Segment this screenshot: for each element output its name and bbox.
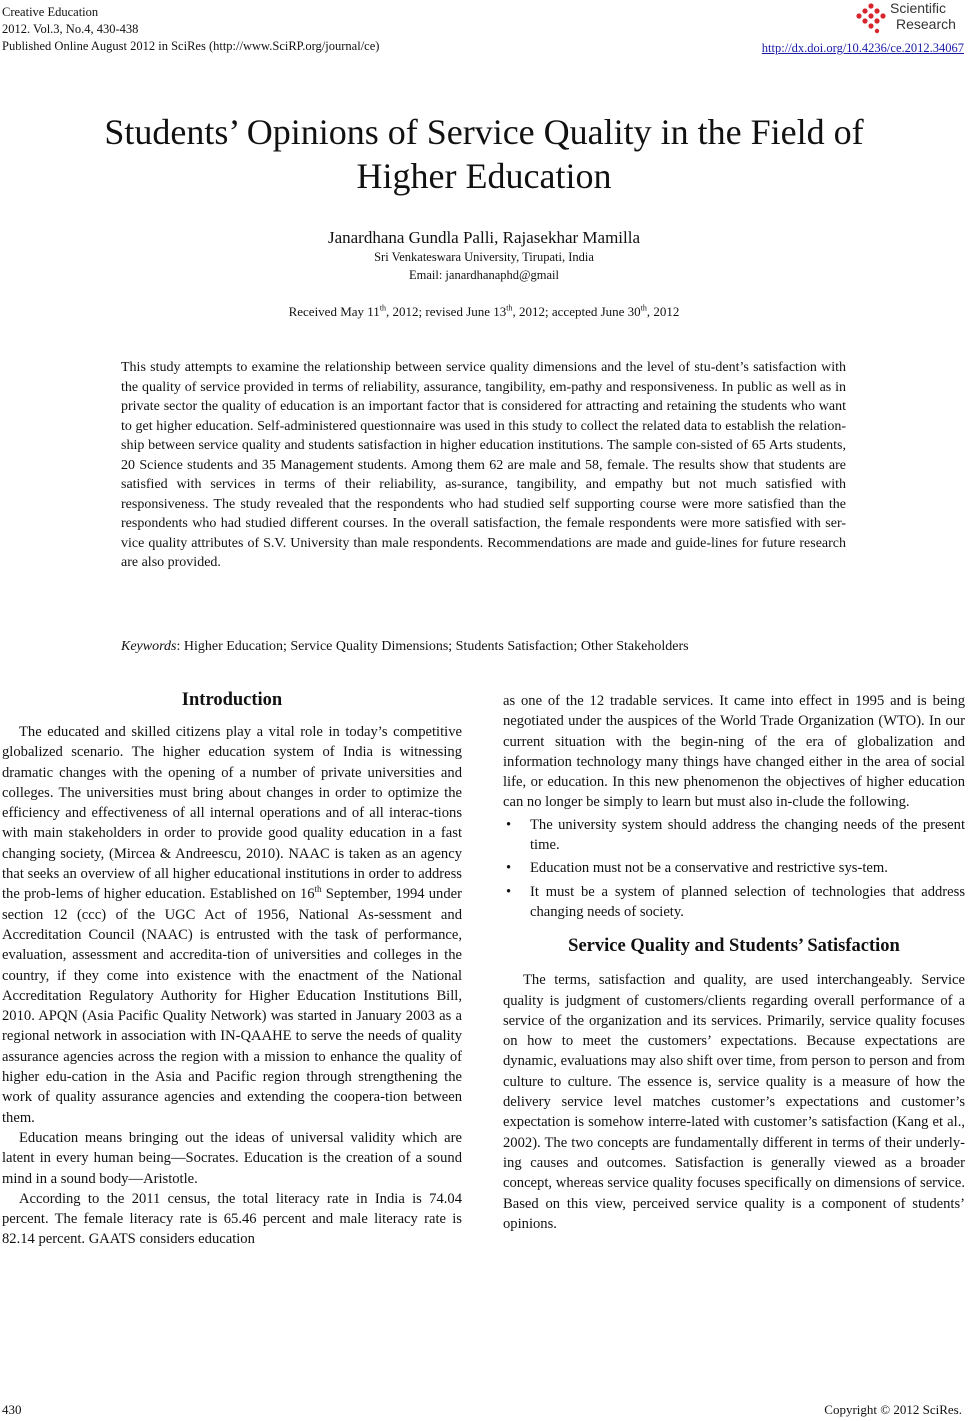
left-column <box>2 688 462 1250</box>
publisher-logo <box>852 0 962 36</box>
section-heading-service-quality: Service Quality and Students’ Satisfaction <box>568 936 900 957</box>
intro-paragraph-3: According to the 2011 census, the total literacy rate in India is 74.04 percent. The female literacy rate is 65.46 percent and male literacy rate is 82.14 percent. GAATS considers education <box>2 1190 462 1248</box>
affiliation: Sri Venkateswara University, Tirupati, India <box>374 250 594 264</box>
journal-name: Creative Education <box>2 5 99 19</box>
publication-info: Published Online August 2012 in SciRes (http://www.SciRP.org/journal/ce) <box>2 39 380 53</box>
journal-volume: 2012. Vol.3, No.4, 430-438 <box>2 22 139 36</box>
right-paragraph-1: as one of the 12 tradable services. It came into effect in 1995 and is being negotiated under the auspices of the World Trade Organization (WTO). In our current situation with the begin-ning of the era of globalization and information technology many things have changed either in the area of social life, or education. In this new phenomenon the objectives of higher education can no longer be simply to learn but must also in-clude the following. <box>503 693 965 811</box>
right-column <box>503 691 965 1234</box>
received-dates: Received May 11th, 2012; revised June 13th, 2012; accepted June 30th, 2012 <box>288 303 680 319</box>
title-line-1: Students’ Opinions of Service Quality in the Field of <box>104 112 864 152</box>
list-item: • Education must not be a conservative and restrictive sys-tem. <box>503 858 965 878</box>
right-paragraph-2: The terms, satisfaction and quality, are used interchangeably. Service quality is judgment of customers/clients regarding overall performance of a service of the organization and its services. Primarily, service quality focuses on how to meet the customers’ expectations. Because expectations are dynamic, evaluations may also shift over time, from person to person and from culture to culture. The essence is, service quality is a measure of how the delivery service level matches customer’s expectations and customer’s expectation is somehow interre-lated with customer’s satisfaction (Kang et al., 2002). The two concepts are fundamentally different in terms of their underly-ing causes and outcomes. Satisfaction is generally viewed as a broader concept, whereas service quality focuses specifically on dimensions of service. Based on this view, perceived service quality is a component of students’ opinions. <box>503 972 965 1232</box>
scientific-research-logo-icon <box>854 2 888 34</box>
list-item: • The university system should address the changing needs of the present time. <box>506 816 965 854</box>
keywords <box>121 637 846 656</box>
bullet-icon: • <box>506 860 512 877</box>
email: Email: janardhanaphd@gmail <box>408 268 559 282</box>
abstract: This study attempts to examine the relationship between service quality dimensions and the level of stu-dent’s satisfaction with the quality of service provided in terms of reliability, assurance, tangibility, em-pathy and responsiveness. In public as well as in private sector the quality of education is an important factor that is considered for attracting and retaining the students who want to get higher education. Self-administered questionnaire was used in this study to collect the related data to establish the relation-ship between service quality and students satisfaction in higher education institutions. The sample con-sisted of 65 Arts students, 20 Science students and 35 Management students. Among them 62 are male and 58, female. The results show that students are satisfied with services in terms of their reliability, as-surance, tangibility, and empathy but not much satisfied with responsiveness. The study revealed that the respondents who had studied self supporting course were more satisfied than the respondents who had studied different courses. In the overall satisfaction, the female respondents were more satisfied with ser-vice quality attributes of S.V. University than male respondents. Recommendations are made and guide-lines for future research are also provided. <box>121 360 846 570</box>
copyright: Copyright © 2012 SciRes. <box>824 1402 962 1417</box>
logo-text: Scientific Research <box>890 0 956 32</box>
intro-paragraph-1: The educated and skilled citizens play a vital role in today’s competitive globalized scenario. The higher education system of India is witnessing dramatic changes with the opening of a number of private universities and colleges. The universities must bring about changes in order to optimize the efficiency and effectiveness of all internal operations and of all interac-tions with main stakeholders in order to provide good quality education in a fast changing society, (Mircea & Andreescu, 2010). NAAC is taken as an agency that seeks an overview of all higher educational institutions in order to address the prob-lems of higher education. Established on 16th September, 1994 under section 12 (ccc) of the UGC Act of 1956, National As-sessment and Accreditation Council (NAAC) is entrusted with the task of performance, evaluation, assessment and accredita-tion of universities and colleges in the country, if they come into existence with the enactment of the National Accreditation Regulatory Authority for Higher Education Institutions Bill, 2010. APQN (Asia Pacific Quality Network) was started in January 2003 as a regional network in association with IN-QAAHE to serve the needs of quality assurance agencies across the region with a mission to enhance the quality of higher edu-cation in the Asia and Pacific region through strengthening the work of quality assurance agencies and extending the coopera-tion between them. <box>2 724 462 1126</box>
objectives-list <box>503 815 965 922</box>
doi-link-container <box>762 40 964 57</box>
intro-paragraph-2: Education means bringing out the ideas of universal validity which are latent in every human being—Socrates. Education is the creation of a sound mind in a sound body—Aristotle. <box>2 1129 462 1187</box>
bullet-icon: • <box>506 883 512 900</box>
keywords-label: Keywords <box>121 639 177 654</box>
authors: Janardhana Gundla Palli, Rajasekhar Mamilla <box>327 228 641 247</box>
section-heading-introduction: Introduction <box>181 690 283 710</box>
list-item: • It must be a system of planned selection of technologies that address changing needs of society. <box>506 883 965 920</box>
keywords-list: : Higher Education; Service Quality Dimensions; Students Satisfaction; Other Stakeholders <box>176 639 689 654</box>
journal-header <box>2 4 379 55</box>
page-number: 430 <box>2 1402 22 1417</box>
bullet-icon: • <box>506 816 512 833</box>
doi-link[interactable]: http://dx.doi.org/10.4236/ce.2012.34067 <box>761 41 964 55</box>
title-line-2: Higher Education <box>356 156 612 196</box>
paper-title <box>60 110 908 198</box>
